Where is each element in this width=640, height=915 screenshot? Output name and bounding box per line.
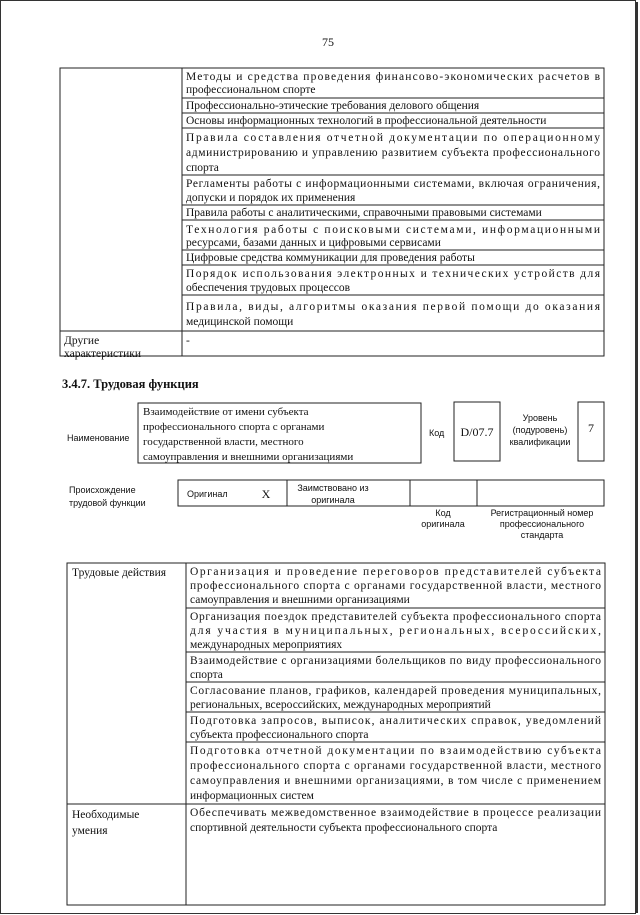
borrowed-label: оригинала [311, 495, 355, 505]
labor-action: региональных, всероссийских, международных мероприятий [190, 699, 491, 711]
function-code: D/07.7 [460, 425, 494, 439]
original-mark: Х [261, 487, 271, 501]
origin-label: трудовой функции [69, 498, 146, 508]
labor-action: самоуправления и внешними организациями, в том числе с применением [190, 775, 601, 787]
knowledge-item: медицинской помощи [186, 316, 294, 328]
knowledge-item: Правила, виды, алгоритмы оказания первой помощи до оказания [186, 301, 601, 313]
labor-actions-label: Трудовые действия [72, 567, 167, 579]
knowledge-item: профессиональном спорте [186, 84, 316, 96]
registration-number-caption: Регистрационный номер [490, 508, 594, 518]
function-name-text [143, 406, 353, 463]
knowledge-item: Цифровые средства коммуникации для проведения работы [186, 252, 475, 264]
knowledge-item: обеспечения трудовых процессов [186, 282, 351, 294]
labor-action: международных мероприятиях [190, 639, 343, 651]
borrowed-label: Заимствовано из [297, 483, 369, 493]
knowledge-item: спорта [186, 162, 219, 174]
labor-action: Согласование планов, графиков, календарей проведения муниципальных, [190, 685, 601, 697]
section-heading: 3.4.7. Трудовая функция [62, 377, 199, 391]
labor-action: Подготовка отчетной документации по взаимодействию субъекта [190, 745, 601, 757]
knowledge-item: Профессионально-этические требования делового общения [186, 100, 480, 112]
function-name: государственной власти, местного [143, 436, 304, 448]
required-skill: Обеспечивать межведомственное взаимодействие в процессе реализации [190, 807, 601, 819]
registration-number-caption: стандарта [520, 530, 564, 540]
qualification-level-label: Уровень [522, 413, 558, 423]
required-skills-label: умения [72, 825, 108, 837]
required-skills-label: Необходимые [72, 809, 140, 821]
other-characteristics-label: Другие [64, 335, 100, 347]
code-original-caption: Код [435, 508, 451, 518]
knowledge-item: Правила работы с аналитическими, справочными правовыми системами [186, 207, 542, 219]
labor-actions [190, 566, 602, 802]
function-name: самоуправления и внешними организациями [143, 451, 354, 463]
labor-action: субъекта профессионального спорта [190, 729, 369, 741]
knowledge-item: ресурсами, базами данных и цифровыми сервисами [186, 237, 441, 249]
function-name: профессионального спорта с органами [143, 421, 325, 433]
knowledge-item: администрированию и управлению развитием субъекта профессионального [186, 147, 600, 159]
qualification-level-label: (подуровень) [512, 425, 568, 435]
labor-action: спорта [190, 669, 223, 681]
original-label: Оригинал [187, 489, 228, 499]
other-characteristics-label: характеристики [64, 348, 142, 360]
knowledge-item: Регламенты работы с информационными системами, включая ограничения, [186, 178, 600, 190]
knowledge-item: Основы информационных технологий в профессиональной деятельности [186, 115, 547, 127]
origin-table [178, 480, 604, 506]
knowledge-item: Порядок использования электронных и технических устройств для [186, 268, 600, 280]
labor-action: для участия в муниципальных, региональных, всероссийских, [190, 625, 602, 637]
function-name: Взаимодействие от имени субъекта [143, 406, 309, 418]
page-number: 75 [322, 35, 334, 49]
qualification-level-label: квалификации [509, 437, 571, 447]
name-label: Наименование [67, 433, 130, 443]
code-label: Код [429, 428, 445, 438]
other-characteristics-value: - [186, 335, 190, 347]
labor-action: самоуправления и внешними организациями [190, 594, 410, 606]
labor-action: Организация поездок представителей субъекта профессионального спорта [190, 611, 601, 623]
origin-label: Происхождение [69, 485, 136, 495]
labor-action: информационных систем [190, 790, 314, 802]
labor-action: профессионального спорта с органами государственной власти, местного [190, 760, 601, 772]
labor-action: Организация и проведение переговоров представителей субъекта [190, 566, 601, 578]
labor-action: Взаимодействие с организациями болельщиков по виду профессионального [190, 655, 601, 667]
code-original-caption: оригинала [421, 519, 465, 529]
knowledge-item: Технология работы с поисковыми системами, информационными [186, 224, 600, 236]
knowledge-item: допуски и порядок их применения [186, 192, 356, 204]
labor-action: профессионального спорта с органами государственной власти, местного [190, 580, 601, 592]
labor-action: Подготовка запросов, выписок, аналитических справок, уведомлений [190, 715, 601, 727]
knowledge-item: Методы и средства проведения финансово-экономических расчетов в [186, 71, 600, 83]
knowledge-items [186, 71, 601, 328]
qualification-level-value: 7 [588, 421, 594, 435]
required-skill: спортивной деятельности субъекта профессионального спорта [190, 822, 498, 834]
registration-number-caption: профессионального [499, 519, 585, 529]
knowledge-item: Правила составления отчетной документации по операционному [186, 132, 600, 144]
